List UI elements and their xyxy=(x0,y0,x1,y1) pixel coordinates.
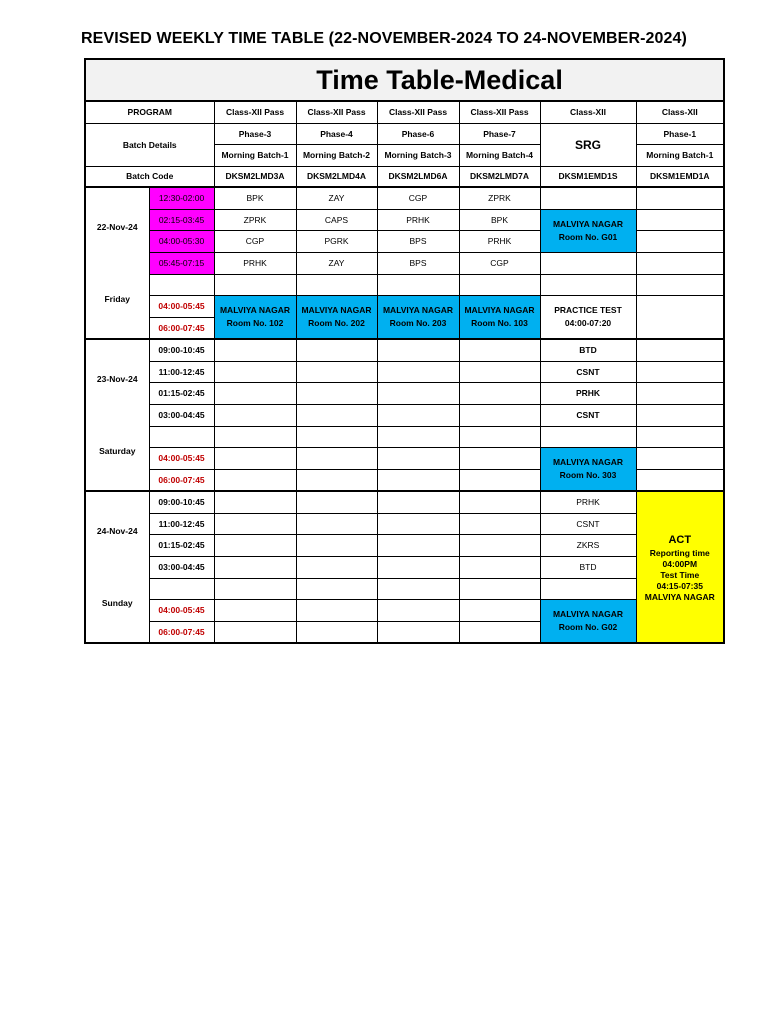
class-cell xyxy=(214,556,296,578)
class-cell xyxy=(377,599,459,621)
program-cell: Class-XII xyxy=(636,101,724,123)
class-cell xyxy=(214,339,296,361)
batch-code-label: Batch Code xyxy=(85,166,214,187)
class-cell: CGP xyxy=(459,252,540,274)
day-cell: 24-Nov-24 Sunday xyxy=(85,491,149,643)
class-cell xyxy=(540,426,636,447)
time-slot: 09:00-10:45 xyxy=(149,339,214,361)
class-cell xyxy=(377,447,459,469)
class-cell xyxy=(540,252,636,274)
class-cell xyxy=(296,339,377,361)
class-cell xyxy=(214,621,296,643)
practice-test-cell: PRACTICE TEST 04:00-07:20 xyxy=(540,295,636,339)
class-cell xyxy=(377,556,459,578)
class-cell xyxy=(377,491,459,513)
class-cell xyxy=(636,187,724,209)
class-cell xyxy=(636,361,724,382)
class-cell xyxy=(377,404,459,426)
class-cell xyxy=(540,274,636,295)
class-cell: ZKRS xyxy=(540,534,636,556)
class-cell: PRHK xyxy=(540,491,636,513)
class-cell xyxy=(459,621,540,643)
room-cell: MALVIYA NAGAR Room No. 102 xyxy=(214,295,296,339)
day-cell: 23-Nov-24 Saturday xyxy=(85,339,149,491)
program-cell: Class-XII Pass xyxy=(377,101,459,123)
class-cell xyxy=(296,361,377,382)
room-cell: MALVIYA NAGAR Room No. G02 xyxy=(540,599,636,643)
program-label: PROGRAM xyxy=(85,101,214,123)
phase-cell: Phase-1 xyxy=(636,123,724,144)
time-slot: 04:00-05:45 xyxy=(149,447,214,469)
class-cell xyxy=(296,447,377,469)
class-cell xyxy=(296,534,377,556)
time-slot: 06:00-07:45 xyxy=(149,317,214,339)
class-cell: ZPRK xyxy=(214,209,296,230)
class-cell xyxy=(459,361,540,382)
batch-code-cell: DKSM2LMD6A xyxy=(377,166,459,187)
class-cell xyxy=(214,469,296,491)
class-cell xyxy=(377,339,459,361)
batch-cell: Morning Batch-4 xyxy=(459,144,540,166)
class-cell xyxy=(377,469,459,491)
batch-code-cell: DKSM2LMD3A xyxy=(214,166,296,187)
class-cell xyxy=(214,361,296,382)
class-cell xyxy=(459,599,540,621)
class-cell xyxy=(214,426,296,447)
class-cell xyxy=(214,534,296,556)
time-slot: 09:00-10:45 xyxy=(149,491,214,513)
act-cell: ACT Reporting time 04:00PM Test Time 04:15-07:35 MALVIYA NAGAR xyxy=(636,491,724,643)
class-cell: BPS xyxy=(377,252,459,274)
time-slot: 06:00-07:45 xyxy=(149,621,214,643)
class-cell: BPS xyxy=(377,230,459,252)
class-cell: PRHK xyxy=(459,230,540,252)
class-cell xyxy=(636,447,724,469)
class-cell xyxy=(459,274,540,295)
class-cell xyxy=(459,469,540,491)
timetable xyxy=(84,58,725,644)
class-cell: PRHK xyxy=(377,209,459,230)
time-slot: 05:45-07:15 xyxy=(149,252,214,274)
class-cell: CGP xyxy=(377,187,459,209)
time-slot: 04:00-05:45 xyxy=(149,599,214,621)
class-cell xyxy=(296,599,377,621)
batch-cell: Morning Batch-1 xyxy=(636,144,724,166)
page-heading: REVISED WEEKLY TIME TABLE (22-NOVEMBER-2024 TO 24-NOVEMBER-2024) xyxy=(81,30,687,47)
class-cell: CSNT xyxy=(540,361,636,382)
class-cell xyxy=(214,513,296,534)
batch-code-cell: DKSM2LMD4A xyxy=(296,166,377,187)
class-cell xyxy=(636,252,724,274)
class-cell xyxy=(377,621,459,643)
batch-cell: Morning Batch-1 xyxy=(214,144,296,166)
class-cell xyxy=(636,469,724,491)
class-cell: CSNT xyxy=(540,404,636,426)
class-cell xyxy=(459,534,540,556)
class-cell: CGP xyxy=(214,230,296,252)
batch-cell: Morning Batch-3 xyxy=(377,144,459,166)
time-slot: 01:15-02:45 xyxy=(149,382,214,404)
class-cell: PRHK xyxy=(540,382,636,404)
class-cell: CSNT xyxy=(540,513,636,534)
time-slot xyxy=(149,426,214,447)
class-cell xyxy=(377,361,459,382)
time-slot: 04:00-05:30 xyxy=(149,230,214,252)
phase-cell: Phase-3 xyxy=(214,123,296,144)
class-cell xyxy=(459,404,540,426)
class-cell xyxy=(377,382,459,404)
class-cell xyxy=(459,578,540,599)
class-cell xyxy=(214,599,296,621)
time-slot: 02:15-03:45 xyxy=(149,209,214,230)
class-cell xyxy=(214,447,296,469)
class-cell: CAPS xyxy=(296,209,377,230)
class-cell xyxy=(459,382,540,404)
batch-cell: Morning Batch-2 xyxy=(296,144,377,166)
class-cell xyxy=(636,274,724,295)
room-cell: MALVIYA NAGAR Room No. 303 xyxy=(540,447,636,491)
phase-cell: Phase-4 xyxy=(296,123,377,144)
class-cell xyxy=(296,621,377,643)
time-slot: 01:15-02:45 xyxy=(149,534,214,556)
class-cell xyxy=(540,578,636,599)
batch-code-cell: DKSM1EMD1S xyxy=(540,166,636,187)
time-slot: 11:00-12:45 xyxy=(149,513,214,534)
day-cell: 22-Nov-24 Friday xyxy=(85,187,149,339)
program-cell: Class-XII Pass xyxy=(214,101,296,123)
time-slot: 06:00-07:45 xyxy=(149,469,214,491)
phase-cell: Phase-7 xyxy=(459,123,540,144)
room-cell: MALVIYA NAGAR Room No. G01 xyxy=(540,209,636,252)
class-cell xyxy=(296,426,377,447)
time-slot: 03:00-04:45 xyxy=(149,404,214,426)
class-cell xyxy=(459,339,540,361)
room-cell: MALVIYA NAGAR Room No. 202 xyxy=(296,295,377,339)
class-cell xyxy=(636,295,724,339)
class-cell: BPK xyxy=(459,209,540,230)
class-cell xyxy=(296,491,377,513)
time-slot: 11:00-12:45 xyxy=(149,361,214,382)
class-cell: BPK xyxy=(214,187,296,209)
class-cell: BTD xyxy=(540,556,636,578)
class-cell xyxy=(636,209,724,230)
program-cell: Class-XII xyxy=(540,101,636,123)
class-cell xyxy=(459,513,540,534)
time-slot: 04:00-05:45 xyxy=(149,295,214,317)
class-cell xyxy=(296,404,377,426)
class-cell xyxy=(636,230,724,252)
class-cell xyxy=(459,491,540,513)
time-slot xyxy=(149,578,214,599)
class-cell: PGRK xyxy=(296,230,377,252)
program-cell: Class-XII Pass xyxy=(459,101,540,123)
class-cell xyxy=(296,578,377,599)
class-cell xyxy=(214,382,296,404)
class-cell xyxy=(377,426,459,447)
room-cell: MALVIYA NAGAR Room No. 103 xyxy=(459,295,540,339)
batch-code-cell: DKSM1EMD1A xyxy=(636,166,724,187)
class-cell xyxy=(377,513,459,534)
class-cell xyxy=(296,513,377,534)
class-cell: ZAY xyxy=(296,252,377,274)
class-cell xyxy=(636,339,724,361)
class-cell: PRHK xyxy=(214,252,296,274)
class-cell xyxy=(377,578,459,599)
class-cell xyxy=(214,578,296,599)
class-cell xyxy=(636,426,724,447)
class-cell xyxy=(459,426,540,447)
srg-cell: SRG xyxy=(540,123,636,166)
class-cell: ZPRK xyxy=(459,187,540,209)
program-cell: Class-XII Pass xyxy=(296,101,377,123)
class-cell xyxy=(214,491,296,513)
time-slot: 12:30-02:00 xyxy=(149,187,214,209)
class-cell xyxy=(377,534,459,556)
class-cell xyxy=(540,187,636,209)
class-cell xyxy=(636,404,724,426)
class-cell: ZAY xyxy=(296,187,377,209)
class-cell xyxy=(459,556,540,578)
room-cell: MALVIYA NAGAR Room No. 203 xyxy=(377,295,459,339)
class-cell xyxy=(214,404,296,426)
time-slot: 03:00-04:45 xyxy=(149,556,214,578)
class-cell xyxy=(377,274,459,295)
batch-code-cell: DKSM2LMD7A xyxy=(459,166,540,187)
class-cell xyxy=(296,556,377,578)
batch-details-label: Batch Details xyxy=(85,123,214,166)
class-cell xyxy=(296,382,377,404)
table-title: Time Table-Medical xyxy=(85,59,724,101)
class-cell xyxy=(459,447,540,469)
class-cell xyxy=(214,274,296,295)
time-slot xyxy=(149,274,214,295)
phase-cell: Phase-6 xyxy=(377,123,459,144)
class-cell xyxy=(296,274,377,295)
class-cell: BTD xyxy=(540,339,636,361)
class-cell xyxy=(636,382,724,404)
class-cell xyxy=(296,469,377,491)
